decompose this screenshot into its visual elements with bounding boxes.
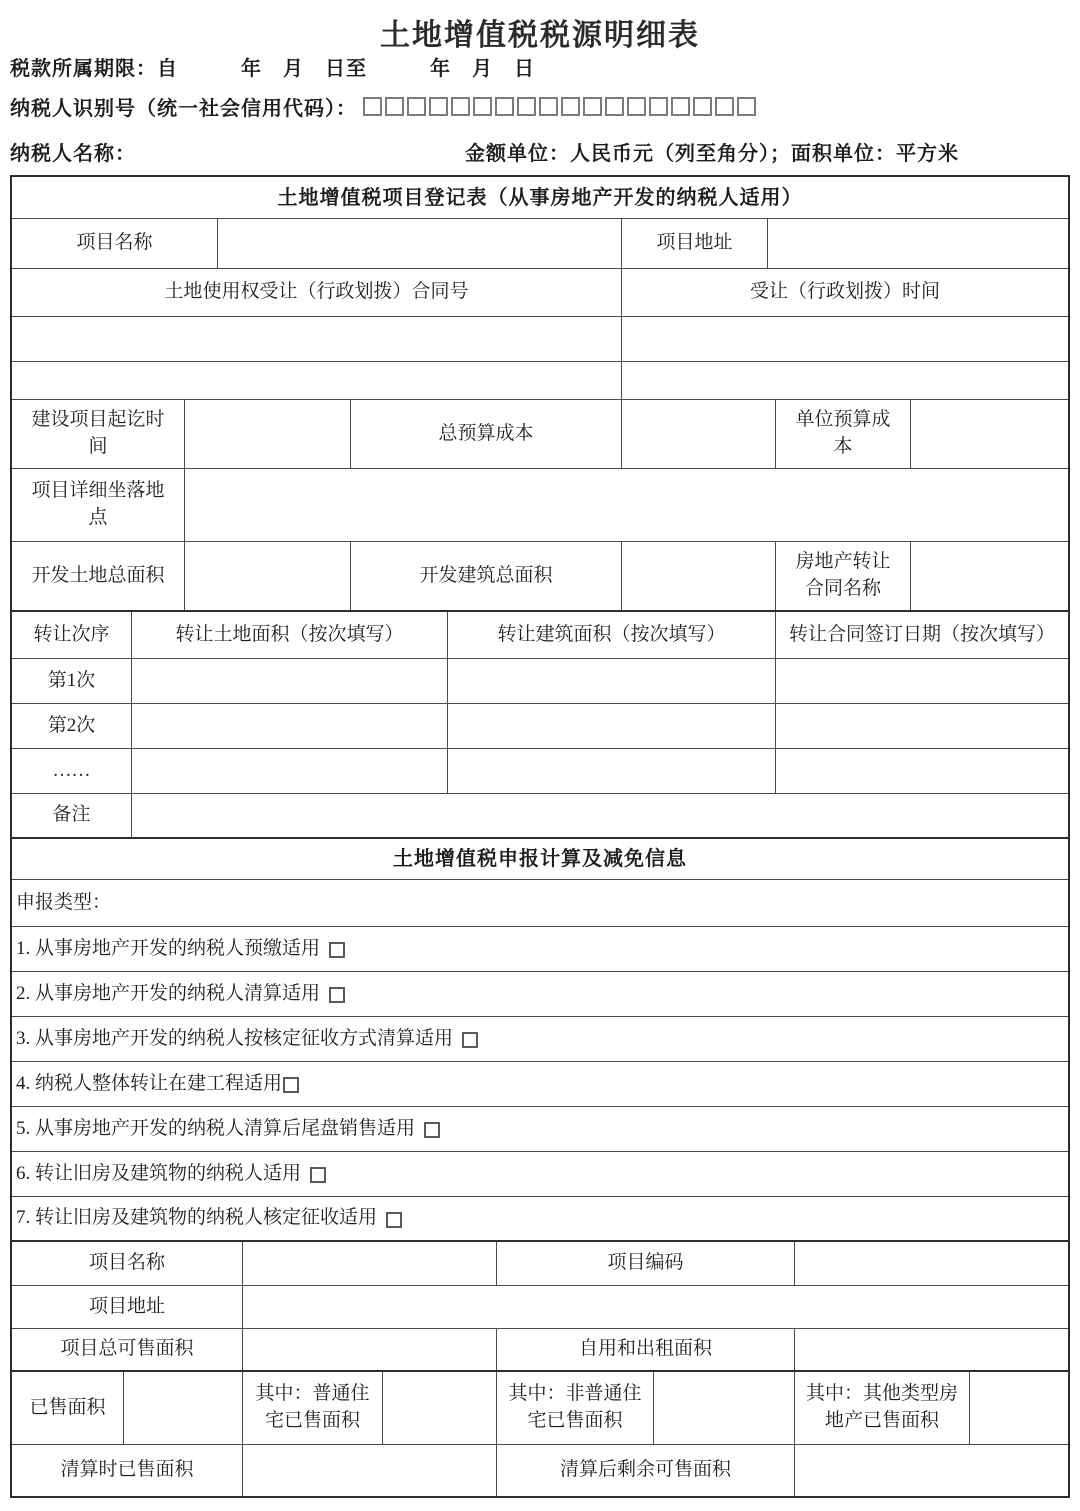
land-contract-no-input-1[interactable] xyxy=(12,317,622,361)
project-name-input[interactable] xyxy=(218,219,622,268)
transfer-seq-header: 转让次序 xyxy=(12,612,132,658)
taxpayer-id-line xyxy=(10,92,759,121)
taxpayer-id-box[interactable] xyxy=(715,97,734,116)
declaration-option-row-7 xyxy=(12,1197,1068,1242)
declaration-option-row-6 xyxy=(12,1152,1068,1197)
taxpayer-id-box[interactable] xyxy=(737,97,756,116)
project-info-address-row xyxy=(12,1286,1068,1329)
transfer-land-area-input-more[interactable] xyxy=(132,749,448,793)
self-use-rent-area-input[interactable] xyxy=(795,1329,1068,1370)
declaration-option-4-checkbox[interactable] xyxy=(283,1077,299,1093)
declaration-option-2-label: 2. 从事房地产开发的纳税人清算适用 xyxy=(16,982,321,1004)
remark-label: 备注 xyxy=(12,794,132,837)
taxpayer-id-box[interactable] xyxy=(451,97,470,116)
transfer-row-1 xyxy=(12,659,1068,704)
taxpayer-id-box[interactable] xyxy=(429,97,448,116)
remaining-after-liquidation-label: 清算后剩余可售面积 xyxy=(497,1445,795,1496)
transfer-building-area-input-more[interactable] xyxy=(448,749,776,793)
declaration-option-7-checkbox[interactable] xyxy=(386,1212,402,1228)
ordinary-sold-label: 其中：普通住宅已售面积 xyxy=(243,1372,383,1444)
declaration-option-5-label: 5. 从事房地产开发的纳税人清算后尾盘销售适用 xyxy=(16,1117,416,1139)
project-code-label: 项目编码 xyxy=(497,1242,795,1285)
sold-area-label: 已售面积 xyxy=(12,1372,124,1444)
transfer-contract-date-header: 转让合同签订日期（按次填写） xyxy=(788,623,1055,645)
transfer-land-area-header: 转让土地面积（按次填写） xyxy=(132,612,448,658)
construction-period-label: 建设项目起讫时间 xyxy=(12,400,185,468)
unit-budget-input[interactable] xyxy=(911,400,1068,468)
transfer-land-area-input-1[interactable] xyxy=(132,659,448,703)
location-input[interactable] xyxy=(185,469,1068,541)
declaration-type-row xyxy=(12,880,1068,927)
sold-at-liquidation-input[interactable] xyxy=(243,1445,497,1496)
sold-area-input[interactable] xyxy=(124,1372,243,1444)
total-budget-input[interactable] xyxy=(622,400,776,468)
units-note: 金额单位：人民币元（列至角分）；面积单位：平方米 xyxy=(465,143,959,165)
transfer-contract-name-label: 房地产转让合同名称 xyxy=(776,542,911,610)
contract-header-row xyxy=(12,269,1068,317)
other-type-sold-input[interactable] xyxy=(970,1372,1068,1444)
total-saleable-area-input[interactable] xyxy=(243,1329,497,1370)
tax-period-line: 税款所属期限：自 年 月 日至 年 月 日 xyxy=(10,58,535,80)
declaration-option-3-checkbox[interactable] xyxy=(462,1032,478,1048)
non-ordinary-sold-label: 其中：非普通住宅已售面积 xyxy=(497,1372,654,1444)
declaration-option-4-label: 4. 纳税人整体转让在建工程适用 xyxy=(16,1072,283,1094)
remark-input[interactable] xyxy=(132,794,1068,837)
declaration-option-2-checkbox[interactable] xyxy=(329,987,345,1003)
taxpayer-id-box[interactable] xyxy=(385,97,404,116)
declaration-option-row-5 xyxy=(12,1107,1068,1152)
taxpayer-name-label: 纳税人名称： xyxy=(10,143,136,165)
page-title: 土地增值税税源明细表 xyxy=(380,19,700,52)
sold-at-liquidation-label: 清算时已售面积 xyxy=(12,1445,243,1496)
budget-row xyxy=(12,400,1068,469)
taxpayer-id-box[interactable] xyxy=(539,97,558,116)
transfer-contract-date-input-1[interactable] xyxy=(776,659,1068,703)
area-row xyxy=(12,542,1068,612)
transfer-table-header-row xyxy=(12,612,1068,659)
taxpayer-id-box[interactable] xyxy=(407,97,426,116)
construction-period-input[interactable] xyxy=(185,400,351,468)
building-total-area-input[interactable] xyxy=(622,542,776,610)
transfer-building-area-header: 转让建筑面积（按次填写） xyxy=(448,612,776,658)
transfer-seq-1: 第1次 xyxy=(12,659,132,703)
contract-input-row-1 xyxy=(12,317,1068,362)
taxpayer-id-label: 纳税人识别号（统一社会信用代码）： xyxy=(10,98,357,120)
declaration-option-3-label: 3. 从事房地产开发的纳税人按核定征收方式清算适用 xyxy=(16,1027,454,1049)
taxpayer-id-box[interactable] xyxy=(605,97,624,116)
project-address-input[interactable] xyxy=(768,219,1068,268)
transfer-row-2 xyxy=(12,704,1068,749)
sold-area-row xyxy=(12,1372,1068,1445)
remaining-after-liquidation-input[interactable] xyxy=(795,1445,1068,1496)
self-use-rent-area-label: 自用和出租面积 xyxy=(497,1329,795,1370)
land-total-area-input[interactable] xyxy=(185,542,351,610)
transfer-time-input-1[interactable] xyxy=(622,317,1068,361)
transfer-land-area-input-2[interactable] xyxy=(132,704,448,748)
taxpayer-id-box[interactable] xyxy=(693,97,712,116)
transfer-seq-2: 第2次 xyxy=(12,704,132,748)
taxpayer-id-box[interactable] xyxy=(363,97,382,116)
declaration-option-row-4 xyxy=(12,1062,1068,1107)
declaration-title-row xyxy=(12,839,1068,880)
location-row xyxy=(12,469,1068,542)
liquidation-row xyxy=(12,1445,1068,1496)
taxpayer-id-box[interactable] xyxy=(627,97,646,116)
declaration-option-6-checkbox[interactable] xyxy=(310,1167,326,1183)
transfer-contract-name-input[interactable] xyxy=(911,542,1068,610)
project-info-name-label: 项目名称 xyxy=(12,1242,243,1285)
contract-input-row-2 xyxy=(12,362,1068,400)
land-contract-no-input-2[interactable] xyxy=(12,362,622,399)
transfer-contract-date-input-more[interactable] xyxy=(776,749,1068,793)
taxpayer-id-box[interactable] xyxy=(671,97,690,116)
transfer-contract-date-input-2[interactable] xyxy=(776,704,1068,748)
declaration-option-row-3 xyxy=(12,1017,1068,1062)
project-address-label: 项目地址 xyxy=(622,219,768,268)
form-header xyxy=(0,0,1080,175)
saleable-area-row xyxy=(12,1329,1068,1372)
declaration-option-row-2 xyxy=(12,972,1068,1017)
unit-budget-label: 单位预算成本 xyxy=(776,400,911,468)
taxpayer-id-box[interactable] xyxy=(649,97,668,116)
transfer-row-more xyxy=(12,749,1068,794)
total-budget-label: 总预算成本 xyxy=(351,400,622,468)
taxpayer-id-boxes xyxy=(363,97,759,116)
declaration-option-5-checkbox[interactable] xyxy=(424,1122,440,1138)
non-ordinary-sold-input[interactable] xyxy=(654,1372,795,1444)
location-label: 项目详细坐落地点 xyxy=(12,469,185,541)
taxpayer-id-box[interactable] xyxy=(473,97,492,116)
declaration-section-title: 土地增值税申报计算及减免信息 xyxy=(393,848,687,870)
project-info-name-input[interactable] xyxy=(243,1242,497,1285)
remark-row xyxy=(12,794,1068,839)
project-code-input[interactable] xyxy=(795,1242,1068,1285)
land-total-area-label: 开发土地总面积 xyxy=(12,542,185,610)
building-total-area-label: 开发建筑总面积 xyxy=(351,542,622,610)
declaration-option-row-1 xyxy=(12,927,1068,972)
declaration-option-1-checkbox[interactable] xyxy=(329,942,345,958)
transfer-seq-more: …… xyxy=(12,749,132,793)
total-saleable-area-label: 项目总可售面积 xyxy=(12,1329,243,1370)
transfer-building-area-input-2[interactable] xyxy=(448,704,776,748)
project-info-address-label: 项目地址 xyxy=(12,1286,243,1328)
land-contract-no-label: 土地使用权受让（行政划拨）合同号 xyxy=(12,269,622,316)
other-type-sold-label: 其中：其他类型房地产已售面积 xyxy=(795,1372,970,1444)
project-name-label: 项目名称 xyxy=(12,219,218,268)
project-info-name-row xyxy=(12,1242,1068,1286)
taxpayer-id-box[interactable] xyxy=(495,97,514,116)
transfer-time-input-2[interactable] xyxy=(622,362,1068,399)
tax-source-table xyxy=(10,175,1070,1498)
declaration-option-6-label: 6. 转让旧房及建筑物的纳税人适用 xyxy=(16,1162,302,1184)
project-name-row xyxy=(12,219,1068,269)
registration-title-row xyxy=(12,177,1068,219)
registration-section-title: 土地增值税项目登记表（从事房地产开发的纳税人适用） xyxy=(277,186,803,209)
taxpayer-id-box[interactable] xyxy=(517,97,536,116)
project-info-address-input[interactable] xyxy=(243,1286,1068,1328)
transfer-time-label: 受让（行政划拨）时间 xyxy=(749,281,940,303)
ordinary-sold-input[interactable] xyxy=(383,1372,497,1444)
declaration-type-label: 申报类型： xyxy=(16,891,112,913)
declaration-option-1-label: 1. 从事房地产开发的纳税人预缴适用 xyxy=(16,937,321,959)
taxpayer-id-box[interactable] xyxy=(561,97,580,116)
transfer-building-area-input-1[interactable] xyxy=(448,659,776,703)
declaration-option-7-label: 7. 转让旧房及建筑物的纳税人核定征收适用 xyxy=(16,1207,378,1229)
taxpayer-id-box[interactable] xyxy=(583,97,602,116)
